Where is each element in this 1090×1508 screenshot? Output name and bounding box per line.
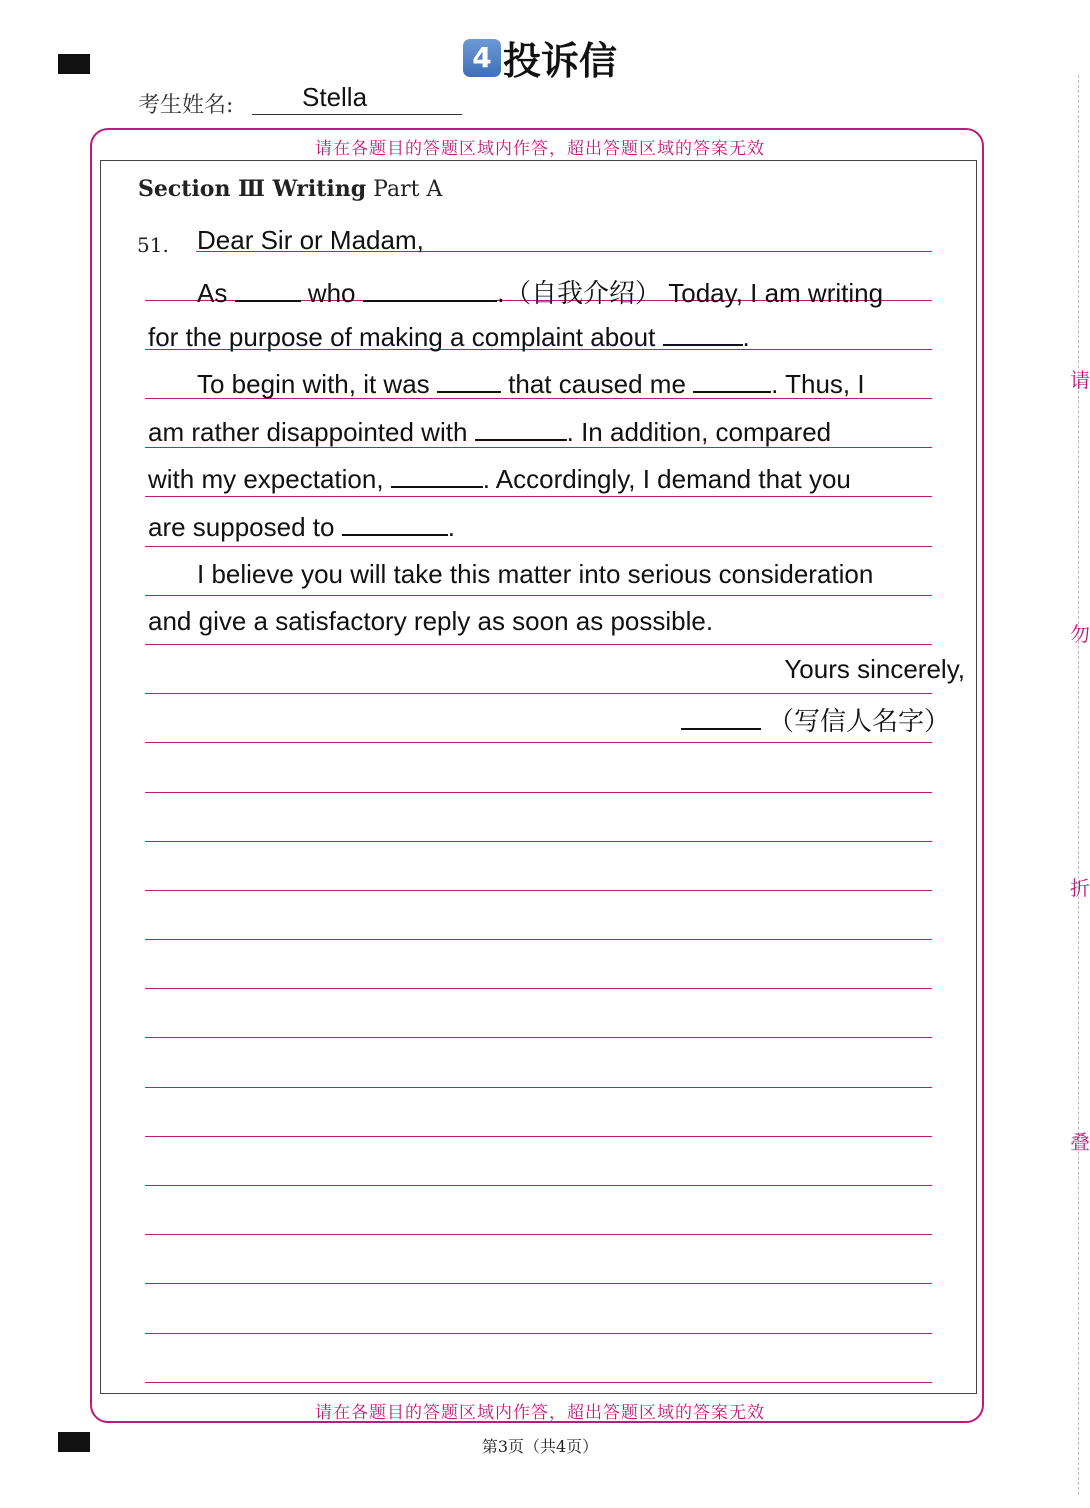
text-segment: for the purpose of making a complaint about (148, 322, 656, 352)
writing-line (145, 644, 932, 645)
text-segment: . (742, 322, 750, 352)
number-badge: 4 (463, 39, 501, 77)
text-segment: are supposed to (148, 512, 335, 542)
section-heading-bold: Section Ⅲ Writing (138, 176, 367, 202)
blank (681, 708, 761, 730)
blank (437, 371, 501, 393)
salutation: Dear Sir or Madam, (197, 225, 424, 255)
letter-line-1 (197, 273, 883, 310)
text-segment: with my expectation, (148, 464, 384, 494)
name-underline (252, 114, 462, 115)
letter-line-5 (148, 464, 851, 495)
edge-char: 勿 (1070, 622, 1090, 646)
name-value: Stella (302, 82, 368, 112)
writing-line (145, 1037, 932, 1038)
writing-line (145, 1234, 932, 1235)
text-segment: am rather disappointed with (148, 417, 468, 447)
edge-char: 请 (1070, 368, 1090, 392)
edge-char: 折 (1070, 876, 1090, 900)
text-segment: To begin with, it was (197, 369, 430, 399)
question-number: 51. (137, 233, 169, 257)
text-segment: who (307, 278, 356, 308)
blank (663, 324, 743, 346)
writing-line (145, 546, 932, 547)
signature-line (681, 701, 950, 738)
writing-line (145, 1185, 932, 1186)
writing-line (145, 496, 932, 497)
writing-line (145, 939, 932, 940)
writing-line (145, 1283, 932, 1284)
letter-line-6 (148, 512, 455, 543)
writing-line (145, 841, 932, 842)
text-segment: As (197, 278, 228, 308)
writing-line (145, 1087, 932, 1088)
text-segment: that caused me (508, 369, 686, 399)
warning-bottom: 请在各题目的答题区域内作答，超出答题区域的答案无效 (315, 1403, 765, 1423)
writing-line (145, 1136, 932, 1137)
section-heading (138, 176, 442, 202)
writing-line (145, 792, 932, 793)
letter-line-3 (197, 369, 865, 400)
title-text: 投诉信 (502, 39, 617, 83)
page-title (0, 30, 1080, 85)
fold-line (1078, 75, 1079, 1495)
writing-line (145, 693, 932, 694)
text-segment: Today, I am writing (668, 278, 884, 308)
blank (235, 280, 301, 302)
text-segment: . In addition, compared (566, 417, 832, 447)
blank (363, 280, 497, 302)
text-segment: .（自我介绍） (496, 279, 662, 309)
text-segment: . Thus, I (771, 369, 865, 399)
writing-line (145, 890, 932, 891)
writing-line (145, 1382, 932, 1383)
page-number: 第3页（共4页） (481, 1437, 599, 1456)
letter-line-4 (148, 417, 831, 448)
edge-char: 叠 (1070, 1130, 1090, 1154)
blank (475, 419, 567, 441)
blank (391, 466, 483, 488)
name-label: 考生姓名: (138, 93, 234, 118)
writing-line (145, 1333, 932, 1334)
writing-line (145, 988, 932, 989)
blank (693, 371, 771, 393)
warning-top: 请在各题目的答题区域内作答，超出答题区域的答案无效 (315, 139, 765, 159)
writing-line (145, 742, 932, 743)
section-heading-part: Part A (373, 177, 443, 202)
letter-line-7: I believe you will take this matter into serious consideration (197, 559, 874, 589)
text-segment: . Accordingly, I demand that you (482, 464, 851, 494)
letter-line-8: and give a satisfactory reply as soon as possible. (148, 606, 714, 636)
closing: Yours sincerely, (784, 654, 965, 684)
letter-line-2 (148, 322, 750, 353)
writing-line (145, 595, 932, 596)
blank (342, 514, 448, 536)
text-segment: . (447, 512, 455, 542)
signature-hint: （写信人名字） (767, 707, 950, 737)
